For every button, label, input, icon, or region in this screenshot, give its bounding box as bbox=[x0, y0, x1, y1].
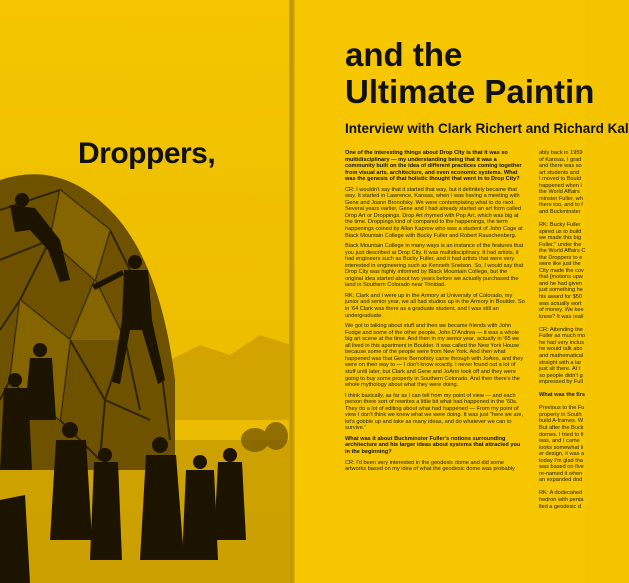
column-2-line: build A-frames. W bbox=[539, 418, 584, 425]
column-2-line: I moved to Bould bbox=[539, 176, 581, 183]
column-2-line: What was the firs bbox=[539, 392, 586, 399]
column-2-line: just something he bbox=[539, 287, 583, 294]
column-2-line: just sit there. At t bbox=[539, 366, 581, 373]
column-2-line: er design, it was a bbox=[539, 451, 585, 458]
answer-paragraph: Black Mountain College in many ways is an instance of the features that you just described at Drop City. It was multidisciplinary. It had artists, it had engineers such as Bucky Fuller, and it had artists that were very interested in engineering such as Kenneth Snelson. So, I would say that Drop City was highly informed by Black Mountain College, but the original idea started about two years before we actually purchased the land in Southern Colorado near Trinidad. bbox=[345, 243, 524, 289]
question-paragraph: What was it about Buckminster Fuller's notions surrounding architecture and his larger ideas about systems that attracted you in the beginning? bbox=[345, 435, 521, 455]
column-2-line: there too, and to f bbox=[539, 202, 583, 209]
column-2-line: RK: Bucky Fuller bbox=[539, 222, 581, 229]
column-2-line: Previous to the Fu bbox=[539, 405, 585, 412]
column-2-line: art students and bbox=[539, 169, 580, 176]
column-2-line: Fuller as much mo bbox=[539, 333, 586, 340]
column-2-line: and mathematical bbox=[539, 352, 584, 359]
column-2-line: of Kansas, I grad bbox=[539, 156, 582, 163]
text-column-1 bbox=[345, 150, 525, 477]
column-2-line: the Droppers to e bbox=[539, 254, 583, 261]
column-2-line: that [motions upw bbox=[539, 274, 583, 281]
column-2-line: domes. I tried to fi bbox=[539, 431, 584, 438]
column-2-line: straight with a lar bbox=[539, 359, 582, 366]
title-line-2: Ultimate Paintin bbox=[345, 73, 595, 110]
text-column-2 bbox=[539, 150, 599, 510]
answer-paragraph: RK: Clark and I were up in the Armory at University of Colorado, my junior and senior year, we all had studios up in the Armory in Boulder. So in '64 Clark was there as a graduate student, and I was still an undergraduate. bbox=[345, 292, 525, 319]
column-2-line: know? It was reall bbox=[539, 313, 584, 320]
column-2-line: were like just the bbox=[539, 261, 581, 268]
column-2-line: and he had given bbox=[539, 280, 582, 287]
column-2-line: an expanded dod bbox=[539, 477, 583, 484]
column-2-line: property in South bbox=[539, 411, 582, 418]
column-2-line: of money. We kee bbox=[539, 307, 584, 314]
column-2-line: impressed by Full bbox=[539, 379, 583, 386]
column-2-line: the World Affairs bbox=[539, 189, 580, 196]
column-2-line: the World Affairs C bbox=[539, 248, 586, 255]
column-2-line: happened when I bbox=[539, 182, 582, 189]
column-2-line: CR: Attending the bbox=[539, 326, 583, 333]
column-2-line: lled a geodesic d bbox=[539, 503, 581, 510]
answer-paragraph: CR: I wouldn't say that it started that way, but it definitely became that way. It started in Lawrence, Kansas, when I was having a meeting with Gene and Joann Bronofsky. We were contemplating what to do next. Several years earlier, Gene and I had already started an art form called Drop Art or Droppings. Drop Art rhymed with Pop Art, which was big at the time. Droppings kind of compared to the happenings, the term happenings coined by Allan Kaprow who was a student of John Cage at Black Mountain College with Bucky Fuller and Robert Rauschenberg. bbox=[345, 186, 523, 239]
headline-droppers: Droppers, bbox=[78, 137, 216, 170]
column-2-line: looks somewhat li bbox=[539, 444, 584, 451]
column-2-line: so people didn't g bbox=[539, 372, 583, 379]
title-line-1: and the bbox=[345, 36, 463, 73]
question-paragraph: One of the interesting things about Drop City is that it was so multidisciplinary — my understanding being that it was a community built on the idea of different practices coming together from visual arts, architecture, and even economic systems. What was the genesis of that holistic thought that went in to Drop City? bbox=[345, 150, 522, 183]
article-subtitle: Interview with Clark Richert and Richard Kal bbox=[345, 121, 629, 136]
column-2-line: today I'm glad tha bbox=[539, 457, 583, 464]
right-page bbox=[295, 0, 629, 583]
answer-paragraph: I think basically, as far as I can tell from my point of view — and each person there sort of rewrites a little bit what had happened in the '60s. They do a lot of editing about what had happened — From my point of view I don't think we knew what we were doing. It was just "here we are, let's gobble up and take as many ideas, and do whatever we can to survive." bbox=[345, 392, 524, 432]
answer-paragraph: We got to talking about stuff and then we became friends with John Fudge and some of the other people, John D'Andrea — it was a whole big art scene at the time. And then in my senior year, actually in '65 we all lived in this apartment in Boulder. It was called the New York House because some of the people were from New York. And then what happened was that Gene Bernofsky came through with JoAnn, and they were on their way to — I don't know exactly. I never found out a lot of stuff until later, but Clark and Gene and JoAnn took off and they were going to buy some property in Southern Colorado. And then there's the whole mythology about what they were doing. bbox=[345, 323, 524, 389]
column-2-line: was actually wort bbox=[539, 300, 582, 307]
column-2-line: was based on five bbox=[539, 464, 584, 471]
column-2-line: was, and I came bbox=[539, 438, 580, 445]
column-2-line: City made the cov bbox=[539, 267, 584, 274]
column-2-line: ably back in 1959 bbox=[539, 150, 583, 156]
answer-paragraph: CR: I'd been very interested in the geodesic dome and did some artworks based on my idea of what the geodesic dome was probably bbox=[345, 459, 515, 473]
column-2-line: RK: A dodecahed bbox=[539, 490, 583, 497]
column-2-line: But after the Buck bbox=[539, 424, 584, 431]
dome-builders-photo bbox=[0, 0, 291, 583]
column-2-line: Fuller," under the bbox=[539, 241, 582, 248]
column-2-line: hedron with penta bbox=[539, 496, 584, 503]
column-2-line: and Buckminster bbox=[539, 208, 581, 215]
column-2-line: he had very inclus bbox=[539, 339, 585, 346]
column-2-line: spired us to build bbox=[539, 228, 582, 235]
column-2-line: minster Fuller, wh bbox=[539, 195, 583, 202]
column-2-line: he would talk abo bbox=[539, 346, 583, 353]
column-2-line: his award for $50 bbox=[539, 294, 582, 301]
column-2-line: re-named it when bbox=[539, 470, 583, 477]
article-title bbox=[345, 36, 594, 110]
column-2-line: we made this big bbox=[539, 235, 581, 242]
column-2-line: and there was so bbox=[539, 163, 582, 170]
left-page bbox=[0, 0, 291, 583]
